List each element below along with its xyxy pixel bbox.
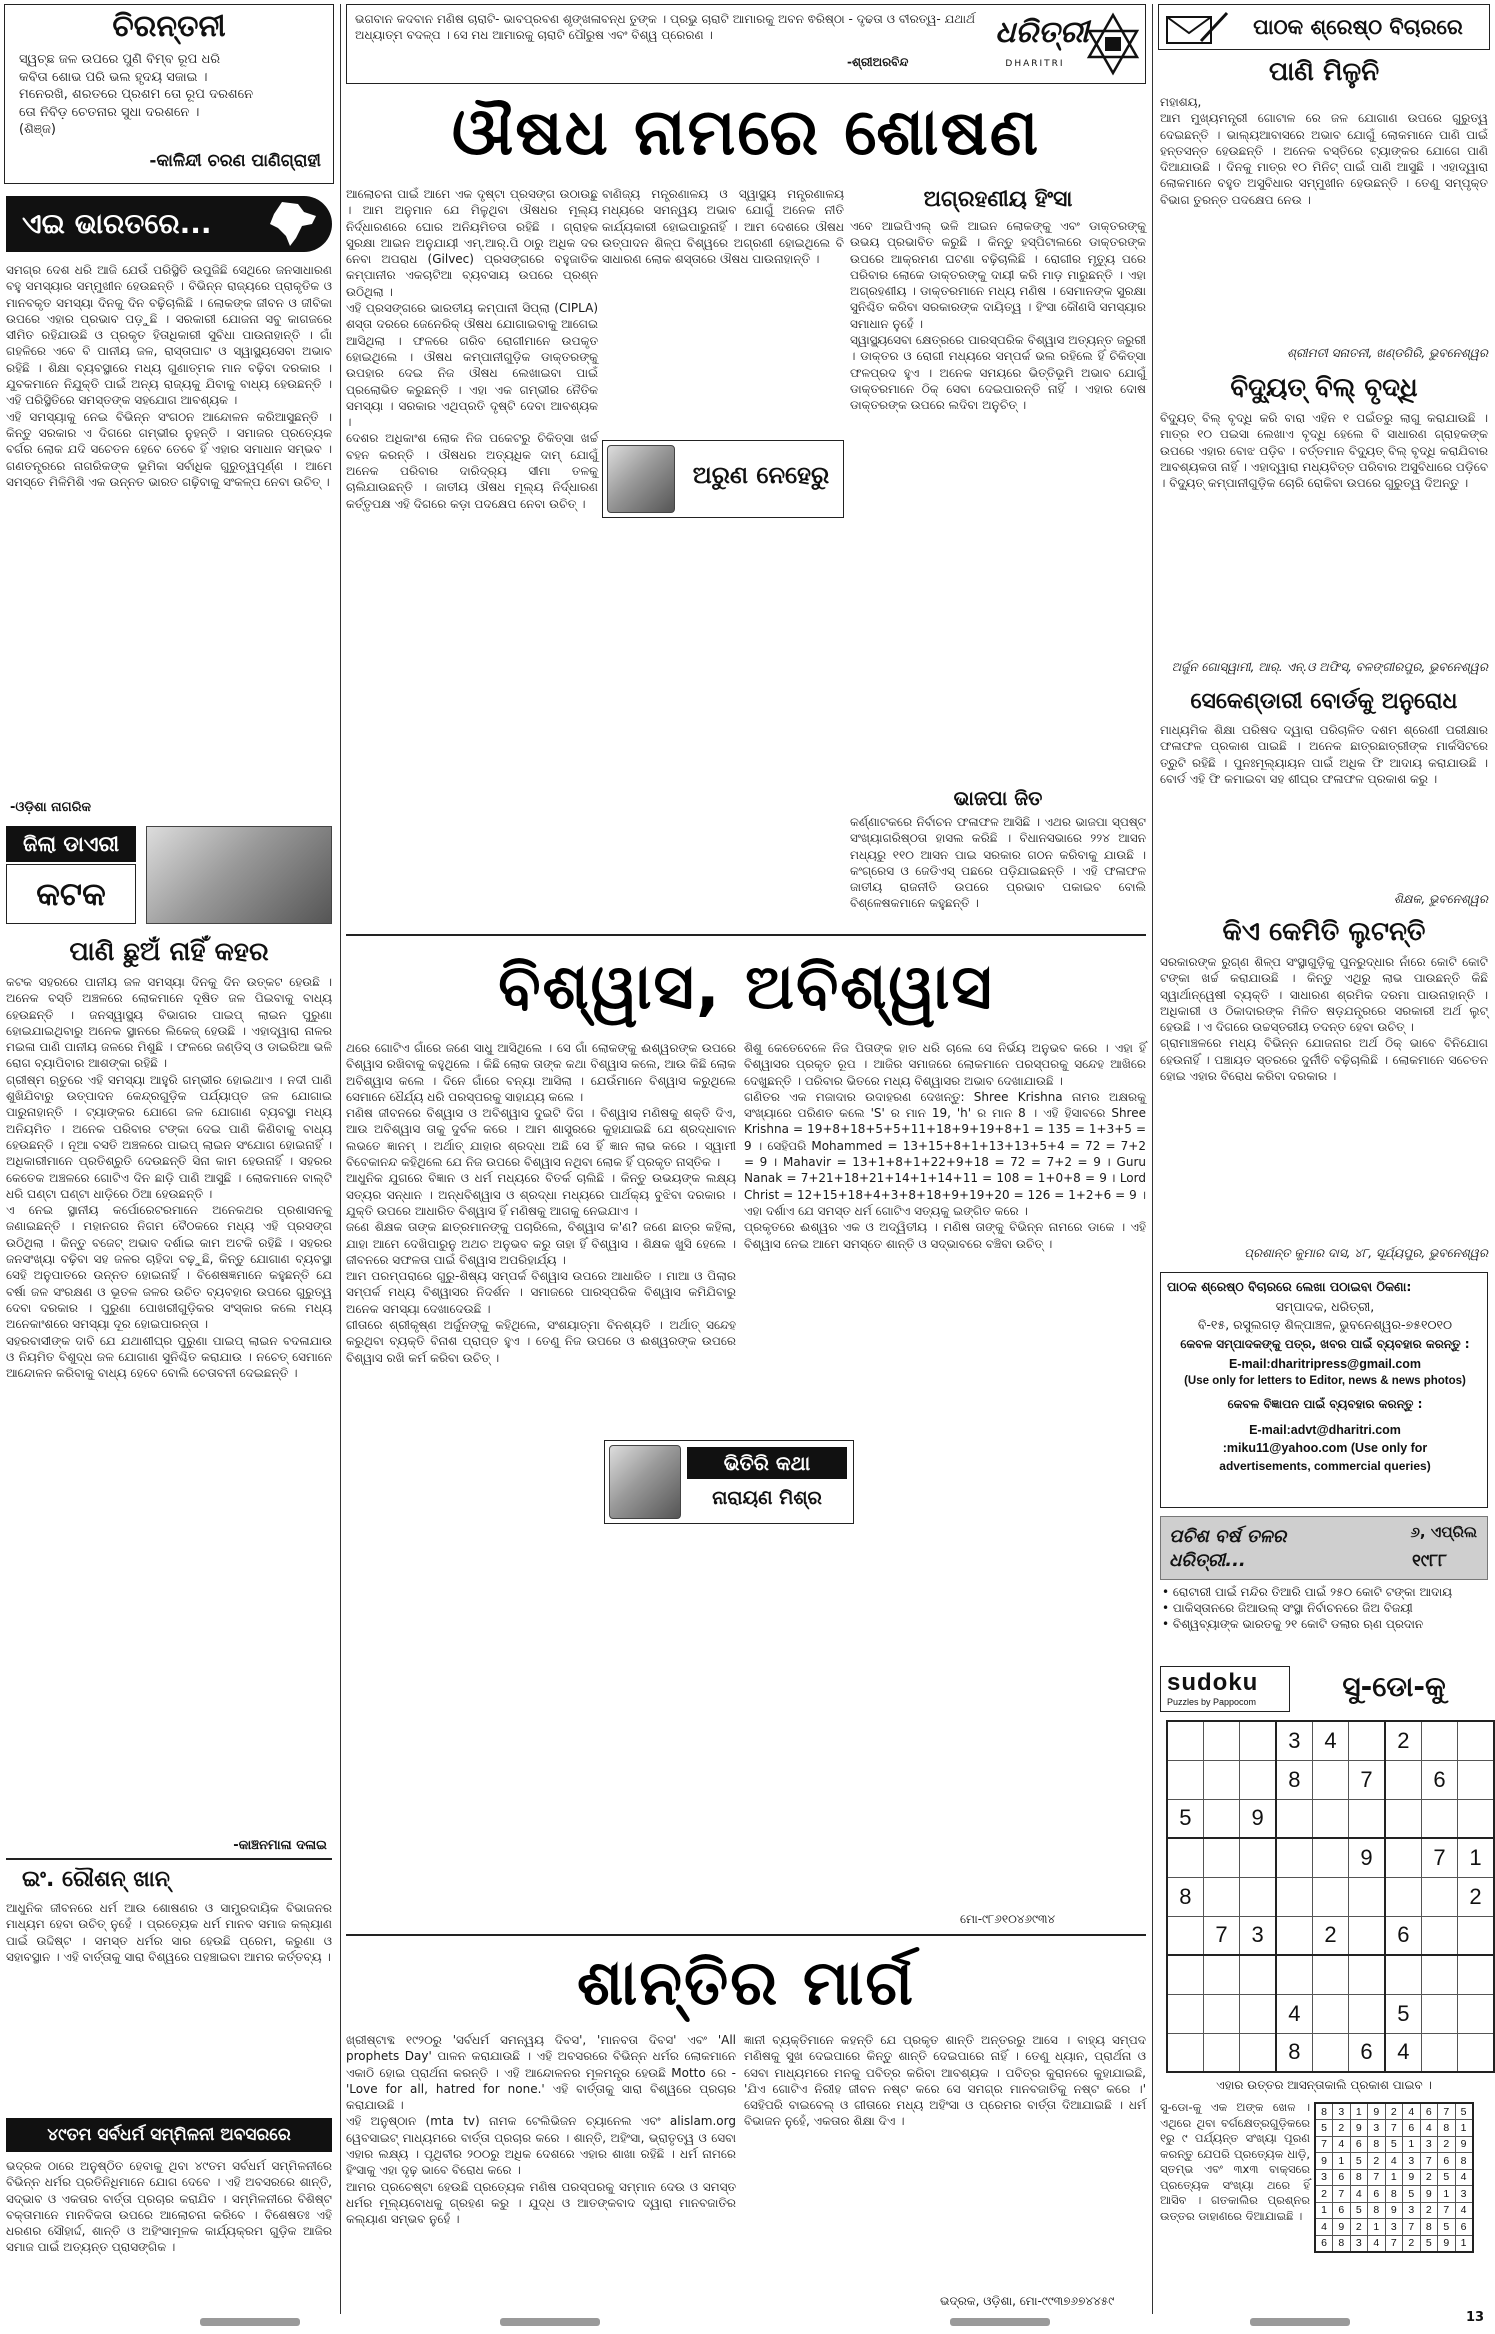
sudoku-cell: 9 <box>1240 1799 1276 1838</box>
kie-title: କିଏ କେମିତି ଲୁଟନ୍ତି <box>1222 917 1426 947</box>
solution-cell: 4 <box>1455 2202 1473 2219</box>
sudoku-cell: 1 <box>1458 1838 1494 1877</box>
sudoku-cell <box>1349 1877 1385 1916</box>
article1-col2: ବାଣିଜ୍ୟ ମନ୍ତ୍ରଣାଳୟ ଓ ସ୍ୱାସ୍ଥ୍ୟ ମନ୍ତ୍ରଣାଳୟ ମଧ୍ୟରେ ସମନ୍ୱୟ ଅଭାବ ଯୋଗୁଁ ଅନେକ ନୀତି କାର୍ଯ୍ୟକାରୀ ହୋଇପାରୁନାହିଁ । ଆମ ଦେଶରେ ଔଷଧ ଉତ୍ପାଦନ ଶିଳ୍ପ ବିଶ୍ୱରେ ଅଗ୍ରଣୀ ହୋଇଥିଲେ ବି ସାଧାରଣ ଲୋକ ଶସ୍ତାରେ ଔଷଧ ପାଉନାହାନ୍ତି । <box>602 187 848 267</box>
solution-cell: 8 <box>1368 2136 1386 2153</box>
solution-cell: 1 <box>1315 2202 1333 2219</box>
sudoku-cell: 2 <box>1312 1916 1348 1955</box>
sudoku-cell <box>1203 1838 1239 1877</box>
solution-cell: 8 <box>1315 2103 1333 2120</box>
solution-cell: 7 <box>1385 2120 1403 2137</box>
sudoku-cell <box>1203 2033 1239 2072</box>
solution-row <box>1315 2169 1473 2186</box>
solution-cell: 2 <box>1315 2186 1333 2203</box>
solution-cell: 1 <box>1385 2169 1403 2186</box>
pachisha-title: ପଚିଶ ବର୍ଷ ତଳର ଧରିତ୍ରୀ... <box>1169 1526 1287 1571</box>
solution-cell: 6 <box>1350 2136 1368 2153</box>
solution-cell: 7 <box>1368 2169 1386 2186</box>
article1-col3: ଏବେ ଆଇପିଏଲ୍ ଭଳି ଆଇନ ଲୋକଙ୍କୁ ଏବଂ ଡାକ୍ତରଙ୍କୁ ଉଭୟ ପ୍ରଭାବିତ କରୁଛି । କିନ୍ତୁ ହସ୍ପିଟାଲରେ ଡାକ୍ତରଙ୍କ ଉପରେ ଆକ୍ରମଣ ଘଟଣା ବଢ଼ିଚାଲିଛି । ରୋଗୀର ମୃତ୍ୟୁ ପରେ ପରିବାର ଲୋକେ ଡାକ୍ତରଙ୍କୁ ଦାୟୀ କରି ମାଡ଼ ମାରୁଛନ୍ତି । ଏହା ଅଗ୍ରହଣୀୟ । ଡାକ୍ତରମାନେ ମଧ୍ୟ ମଣିଷ । ସେମାନଙ୍କ ସୁରକ୍ଷା ସୁନିଶ୍ଚିତ କରିବା ସରକାରଙ୍କ ଦାୟିତ୍ୱ । ହିଂସା କୌଣସି ସମସ୍ୟାର ସମାଧାନ ନୁହେଁ । ସ୍ୱାସ୍ଥ୍ୟସେବା କ୍ଷେତ୍ରରେ ପାରସ୍ପରିକ ବିଶ୍ୱାସ ଅତ୍ୟନ୍ତ ଜରୁରୀ । ଡାକ୍ତର ଓ ରୋଗୀ ମଧ୍ୟରେ ସମ୍ପର୍କ ଭଲ ରହିଲେ ହିଁ ଚିକିତ୍ସା ଫଳପ୍ରଦ ହୁଏ । ଅନେକ ସମୟରେ ଭିତ୍ତିଭୂମି ଅଭାବ ଯୋଗୁଁ ଡାକ୍ତରମାନେ ଠିକ୍ ସେବା ଦେଇପାରନ୍ତି ନାହିଁ । ଏହାର ଦୋଷ ଡାକ୍ତରଙ୍କ ଉପରେ ଲଦିବା ଅନୁଚିତ୍ । <box>850 219 1146 413</box>
sudoku-cell <box>1349 1916 1385 1955</box>
article3-col2: ଜ୍ଞାନୀ ବ୍ୟକ୍ତିମାନେ କହନ୍ତି ଯେ ପ୍ରକୃତ ଶାନ୍ତି ଅନ୍ତରରୁ ଆସେ । ବାହ୍ୟ ସମ୍ପଦ ମଣିଷକୁ ସୁଖ ଦେଇପାରେ କିନ୍ତୁ ଶାନ୍ତି ଦେଇପାରେ ନାହିଁ । ତେଣୁ ଧ୍ୟାନ, ପ୍ରାର୍ଥନା ଓ ସେବା ମାଧ୍ୟମରେ ମନକୁ ପବିତ୍ର କରିବା ଆବଶ୍ୟକ । ପବିତ୍ର କୁରାନରେ କୁହାଯାଇଛି, 'ଯିଏ ଗୋଟିଏ ନିରୀହ ଜୀବନ ନଷ୍ଟ କରେ ସେ ସମଗ୍ର ମାନବଜାତିକୁ ନଷ୍ଟ କରେ ।' ସେହିପରି ବାଇବେଲ୍ ଓ ଗୀତାରେ ମଧ୍ୟ ଅହିଂସା ଓ ପ୍ରେମର ବାର୍ତ୍ତା ଦିଆଯାଇଛି । ଧର୍ମ ବିଭାଜନ ନୁହେଁ, ଏକତାର ଶିକ୍ଷା ଦିଏ । <box>744 2033 1150 2129</box>
sudoku-cell: 9 <box>1349 1838 1385 1877</box>
col-rule-left <box>340 4 341 2314</box>
sudoku-cell <box>1312 2033 1348 2072</box>
sudoku-row <box>1167 1799 1494 1838</box>
contact-email-yahoo-note: advertisements, commercial queries) <box>1219 1459 1431 1473</box>
article2-body: ଥରେ ଗୋଟିଏ ଗାଁରେ ଜଣେ ସାଧୁ ଆସିଥିଲେ । ସେ ଗାଁ ଲୋକଙ୍କୁ ଈଶ୍ୱରଙ୍କ ଉପରେ ବିଶ୍ୱାସ ରଖିବାକୁ କହୁଥିଲେ । କିଛି ଲୋକ ତାଙ୍କ କଥା ବିଶ୍ୱାସ କଲେ, ଆଉ କିଛି ଲୋକ ଅବିଶ୍ୱାସ କଲେ । ଦିନେ ଗାଁରେ ବନ୍ୟା ଆସିଲା । ଯେଉଁମାନେ ବିଶ୍ୱାସ କରୁଥିଲେ ସେମାନେ ଧୈର୍ଯ୍ୟ ଧରି ପରସ୍ପରକୁ ସାହାଯ୍ୟ କଲେ । ମଣିଷ ଜୀବନରେ ବିଶ୍ୱାସ ଓ ଅବିଶ୍ୱାସ ଦୁଇଟି ଦିଗ । ବିଶ୍ୱାସ ମଣିଷକୁ ଶକ୍ତି ଦିଏ, ଆଉ ଅବିଶ୍ୱାସ ତାକୁ ଦୁର୍ବଳ କରେ । ଆମ ଶାସ୍ତ୍ରରେ କୁହାଯାଇଛି ଯେ ଶ୍ରଦ୍ଧାବାନ ଲଭତେ ଜ୍ଞାନମ୍ । ଅର୍ଥାତ୍ ଯାହାର ଶ୍ରଦ୍ଧା ଅଛି ସେ ହିଁ ଜ୍ଞାନ ଲାଭ କରେ । ସ୍ୱାମୀ ବିବେକାନନ୍ଦ କହିଥିଲେ ଯେ ନିଜ ଉପରେ ବିଶ୍ୱାସ ନଥିବା ଲୋକ ହିଁ ପ୍ରକୃତ ନାସ୍ତିକ । ଆଧୁନିକ ଯୁଗରେ ବିଜ୍ଞାନ ଓ ଧର୍ମ ମଧ୍ୟରେ ବିତର୍କ ଚାଲିଛି । କିନ୍ତୁ ଉଭୟଙ୍କ ଲକ୍ଷ୍ୟ ସତ୍ୟର ସନ୍ଧାନ । ଅନ୍ଧବିଶ୍ୱାସ ଓ ଶ୍ରଦ୍ଧା ମଧ୍ୟରେ ପାର୍ଥକ୍ୟ ବୁଝିବା ଦରକାର । ଯୁକ୍ତି ଉପରେ ଆଧାରିତ ବିଶ୍ୱାସ ହିଁ ମଣିଷକୁ ଆଗକୁ ନେଇଯାଏ । ଜଣେ ଶିକ୍ଷକ ତାଙ୍କ ଛାତ୍ରମାନଙ୍କୁ ପଚାରିଲେ, ବିଶ୍ୱାସ କ'ଣ? ଜଣେ ଛାତ୍ର କହିଲା, ଯାହା ଆମେ ଦେଖିପାରୁନୁ ଅଥଚ ଅନୁଭବ କରୁ ତାହା ହିଁ ବିଶ୍ୱାସ । ଶିକ୍ଷକ ଖୁସି ହେଲେ । ଜୀବନରେ ସଫଳତା ପାଇଁ ବିଶ୍ୱାସ ଅପରିହାର୍ଯ୍ୟ । ଆମ ପରମ୍ପରାରେ ଗୁରୁ-ଶିଷ୍ୟ ସମ୍ପର୍କ ବିଶ୍ୱାସ ଉପରେ ଆଧାରିତ । ମାଆ ଓ ପିଲାର ସମ୍ପର୍କ ମଧ୍ୟ ବିଶ୍ୱାସର ନିଦର୍ଶନ । ସମାଜରେ ପାରସ୍ପରିକ ବିଶ୍ୱାସ କମିଯିବାରୁ ଅନେକ ସମସ୍ୟା ଦେଖାଦେଉଛି । ଗୀତାରେ ଶ୍ରୀକୃଷ୍ଣ ଅର୍ଜୁନଙ୍କୁ କହିଥିଲେ, ସଂଶୟାତ୍ମା ବିନଶ୍ୟତି । ଅର୍ଥାତ୍ ସନ୍ଦେହ କରୁଥିବା ବ୍ୟକ୍ତି ବିନାଶ ପ୍ରାପ୍ତ ହୁଏ । ତେଣୁ ନିଜ ଉପରେ ଓ ଈଶ୍ୱରଙ୍କ ଉପରେ ବିଶ୍ୱାସ ରଖି କର୍ମ କରିବା ଉଚିତ୍ । <box>346 1041 736 1365</box>
sudoku-cell: 7 <box>1203 1916 1239 1955</box>
solution-cell: 3 <box>1385 2219 1403 2236</box>
pani-milu-body: ମହାଶୟ, ଆମ ମୁଖ୍ୟମନ୍ତ୍ରୀ ଗୋଟାଳ ରେ ଜଳ ଯୋଗାଣ ଉପରେ ଗୁରୁତ୍ୱ ଦେଇଛନ୍ତି । ଭାଲ୍ୟଆବାସରେ ଅଭାବ ଯୋଗୁଁ ଲୋକମାନେ ପାଣି ପାଇଁ ହନ୍ତସନ୍ତ ହେଉଛନ୍ତି । ଅନେକ ବସ୍ତିରେ ଟ୍ୟାଙ୍କର ଯୋଗେ ପାଣି ଦିଆଯାଉଛି । ଦିନକୁ ମାତ୍ର ୧୦ ମିନିଟ୍ ପାଇଁ ପାଣି ଆସୁଛି । ଏହାଦ୍ୱାରା ଲୋକମାନେ ବହୁତ ଅସୁବିଧାର ସମ୍ମୁଖୀନ ହେଉଛନ୍ତି । ତେଣୁ ସମ୍ପୃକ୍ତ ବିଭାଗ ତୁରନ୍ତ ପଦକ୍ଷେପ ନେଉ । <box>1160 95 1488 207</box>
sudoku-cell: 2 <box>1458 1877 1494 1916</box>
sudoku-row <box>1167 1838 1494 1877</box>
sudoku-cell <box>1458 1955 1494 1994</box>
sudoku-cell <box>1203 1721 1239 1760</box>
article2-sign: ମୋ-୯୮୬୧୦୪୬୯୩୪ <box>960 1912 1056 1926</box>
chirantani-author: -କାଳିନ୍ଦୀ ଚରଣ ପାଣିଗ୍ରାହୀ <box>149 151 321 171</box>
sudoku-cell <box>1240 1721 1276 1760</box>
sudoku-cell <box>1312 1877 1348 1916</box>
contact-addr2: ବି-୧୫, ରସୁଲଗଡ଼ ଶିଳ୍ପାଞ୍ଚଳ, ଭୁବନେଶ୍ୱର-୭୫୧୦୧୦ <box>1197 1317 1453 1332</box>
solution-row <box>1315 2153 1473 2170</box>
sudoku-cell <box>1203 1760 1239 1799</box>
footer-bar <box>950 2318 1050 2326</box>
sudoku-credit: Puzzles by Pappocom <box>1167 1697 1257 1707</box>
sudoku-cell <box>1312 1994 1348 2033</box>
solution-cell: 8 <box>1420 2219 1438 2236</box>
solution-cell: 3 <box>1403 2202 1421 2219</box>
solution-cell: 3 <box>1420 2136 1438 2153</box>
solution-cell: 1 <box>1333 2153 1351 2170</box>
solution-cell: 5 <box>1438 2219 1456 2236</box>
sudoku-cell <box>1203 1955 1239 1994</box>
solution-cell: 8 <box>1350 2169 1368 2186</box>
sudoku-cell <box>1312 1955 1348 1994</box>
pachisha-list <box>1162 1584 1486 1632</box>
solution-cell: 5 <box>1315 2120 1333 2137</box>
solution-cell: 2 <box>1403 2235 1421 2252</box>
solution-cell: 3 <box>1350 2235 1368 2252</box>
sudoku-cell <box>1349 1994 1385 2033</box>
solution-cell: 3 <box>1455 2186 1473 2203</box>
pani-body: କଟକ ସହରରେ ପାନୀୟ ଜଳ ସମସ୍ୟା ଦିନକୁ ଦିନ ଉତ୍କଟ ହେଉଛି । ଅନେକ ବସ୍ତି ଅଞ୍ଚଳରେ ଲୋକମାନେ ଦୂଷିତ ଜଳ ପିଇବାକୁ ବାଧ୍ୟ ହେଉଛନ୍ତି । ଜନସ୍ୱାସ୍ଥ୍ୟ ବିଭାଗର ପାଇପ୍ ଲାଇନ ପୁରୁଣା ହୋଇଯାଇଥିବାରୁ ଅନେକ ସ୍ଥାନରେ ଲିକେଜ୍ ହେଉଛି । ଏହାଦ୍ୱାରା ନାଳର ମଇଳା ପାଣି ପାନୀୟ ଜଳରେ ମିଶୁଛି । ଫଳରେ ଜଣ୍ଡିସ୍ ଓ ଡାଇରିଆ ଭଳି ରୋଗ ବ୍ୟାପିବାର ଆଶଙ୍କା ରହିଛି । ଗ୍ରୀଷ୍ମ ଋତୁରେ ଏହି ସମସ୍ୟା ଆହୁରି ଗମ୍ଭୀର ହୋଇଥାଏ । ନଦୀ ପାଣି ଶୁଖିଯିବାରୁ ଉତ୍ପାଦନ କେନ୍ଦ୍ରଗୁଡ଼ିକ ପର୍ଯ୍ୟାପ୍ତ ଜଳ ଯୋଗାଇ ପାରୁନାହାନ୍ତି । ଟ୍ୟାଙ୍କର ଯୋଗେ ଜଳ ଯୋଗାଣ ବ୍ୟବସ୍ଥା ମଧ୍ୟ ଅନିୟମିତ । ଅନେକ ପରିବାର ଟଙ୍କା ଦେଇ ପାଣି କିଣିବାକୁ ବାଧ୍ୟ ହେଉଛନ୍ତି । ନୂଆ ବସତି ଅଞ୍ଚଳରେ ପାଇପ୍ ଲାଇନ ସଂଯୋଗ ହୋଇନାହିଁ । ଅଧିକାରୀମାନେ ପ୍ରତିଶ୍ରୁତି ଦେଉଛନ୍ତି ସିନା କାମ ହେଉନାହିଁ । ସହରର କେତେକ ଅଞ୍ଚଳରେ ଗୋଟିଏ ଦିନ ଛାଡ଼ି ପାଣି ଆସୁଛି । ଲୋକମାନେ ବାଲ୍ଟି ଧରି ଘଣ୍ଟା ଘଣ୍ଟା ଧାଡ଼ିରେ ଠିଆ ହେଉଛନ୍ତି । ଏ ନେଇ ସ୍ଥାନୀୟ କର୍ପୋରେଟରମାନେ ଅନେକଥର ପ୍ରଶାସନକୁ ଜଣାଇଛନ୍ତି । ମହାନଗର ନିଗମ ବୈଠକରେ ମଧ୍ୟ ଏହି ପ୍ରସଙ୍ଗ ଉଠିଥିଲା । କିନ୍ତୁ ବଜେଟ୍ ଅଭାବ ଦର୍ଶାଇ କାମ ଅଟକି ରହିଛି । ସହରର ଜନସଂଖ୍ୟା ବଢ଼ିବା ସହ ଜଳର ଚାହିଦା ବଢ଼ୁଛି, କିନ୍ତୁ ଯୋଗାଣ ବ୍ୟବସ୍ଥା ସେହି ଅନୁପାତରେ ଉନ୍ନତ ହୋଇନାହିଁ । ବିଶେଷଜ୍ଞମାନେ କହୁଛନ୍ତି ଯେ ବର୍ଷା ଜଳ ସଂରକ୍ଷଣ ଓ ଭୂତଳ ଜଳର ଉଚିତ ବ୍ୟବହାର ଉପରେ ଗୁରୁତ୍ୱ ଦେବା ଦରକାର । ପୁରୁଣା ପୋଖରୀଗୁଡ଼ିକର ସଂସ୍କାର କଲେ ମଧ୍ୟ ଅନେକାଂଶରେ ସମସ୍ୟା ଦୂର ହୋଇପାରନ୍ତା । ସହରବାସୀଙ୍କ ଦାବି ଯେ ଯଥାଶୀଘ୍ର ପୁରୁଣା ପାଇପ୍ ଲାଇନ ବଦଳାଯାଉ ଓ ନିୟମିତ ବିଶୁଦ୍ଧ ଜଳ ଯୋଗାଣ ସୁନିଶ୍ଚିତ କରାଯାଉ । ନଚେତ୍ ସେମାନେ ଆନ୍ଦୋଳନ କରିବାକୁ ବାଧ୍ୟ ହେବେ ବୋଲି ଚେତାବନୀ ଦେଇଛନ୍ତି । <box>6 975 332 1381</box>
page-number: 13 <box>1466 2310 1485 2325</box>
sudoku-cell <box>1203 1799 1239 1838</box>
jilla-diary-label: ଜିଲା ଡାଏରୀ <box>6 826 136 862</box>
solution-cell: 5 <box>1350 2202 1368 2219</box>
chirantani-title: ଚିରନ୍ତନୀ <box>112 9 226 44</box>
solution-cell: 9 <box>1403 2169 1421 2186</box>
sammilani-body: ଭଦ୍ରକ ଠାରେ ଅନୁଷ୍ଠିତ ହେବାକୁ ଥିବା ୪୯ତମ ସର୍ବଧର୍ମ ସମ୍ମିଳନୀରେ ବିଭିନ୍ନ ଧର୍ମର ପ୍ରତିନିଧିମାନେ ଯୋଗ ଦେବେ । ଏହି ଅବସରରେ ଶାନ୍ତି, ସଦ୍ଭାବ ଓ ଏକତାର ବାର୍ତ୍ତା ପ୍ରଚାର କରାଯିବ । ସମ୍ମିଳନୀରେ ବିଶିଷ୍ଟ ବକ୍ତାମାନେ ମାନବିକତା ଉପରେ ଆଲୋଚନା କରିବେ । ବିଶେଷତଃ ଏହି ଧରଣର ସୌହାର୍ଦ୍ଦ, ଶାନ୍ତି ଓ ଅହିଂସାମୂଳକ କାର୍ଯ୍ୟକ୍ରମ ଗୁଡ଼ିକ ଆଜିର ସମାଜ ପାଇଁ ଅତ୍ୟନ୍ତ ପ୍ରାସଙ୍ଗିକ । <box>6 2159 336 2255</box>
sudoku-row <box>1167 1877 1494 1916</box>
solution-cell: 5 <box>1403 2186 1421 2203</box>
pachisha-banner <box>1160 1516 1488 1580</box>
solution-cell: 8 <box>1385 2186 1403 2203</box>
sudoku-cell <box>1421 1994 1457 2033</box>
sudoku-cell: 3 <box>1240 1916 1276 1955</box>
footer-bar <box>1250 2318 1350 2326</box>
sudoku-title: ସୁ-ଡୋ-କୁ <box>1342 1670 1446 1703</box>
sudoku-cell <box>1385 1838 1421 1877</box>
solution-cell: 1 <box>1368 2219 1386 2236</box>
solution-cell: 2 <box>1368 2153 1386 2170</box>
solution-cell: 8 <box>1438 2120 1456 2137</box>
solution-cell: 8 <box>1333 2235 1351 2252</box>
sudoku-cell <box>1421 1916 1457 1955</box>
star-emblem-icon <box>1085 13 1141 75</box>
ei-bharatare-banner <box>6 196 332 252</box>
columnist1-box <box>602 440 844 518</box>
kie-author: ପ୍ରଶାନ୍ତ କୁମାର ଦାସ, ୪୮, ସୂର୍ଯ୍ୟପୁର, ଭୁବନେଶ୍ୱର <box>1243 1246 1488 1260</box>
headline-biswasa: ବିଶ୍ୱାସ, ଅବିଶ୍ୱାସ <box>498 950 994 1023</box>
solution-cell: 6 <box>1333 2169 1351 2186</box>
contact-note: କେବଳ ସମ୍ପାଦକଙ୍କୁ ପତ୍ର, ଖବର ପାଇଁ ବ୍ୟବହାର କରନ୍ତୁ : <box>1180 1337 1470 1351</box>
solution-cell: 7 <box>1315 2136 1333 2153</box>
sudoku-cell: 8 <box>1276 1760 1312 1799</box>
headline-shantira: ଶାନ୍ତିର ମାର୍ଗ <box>577 1946 915 2019</box>
sudoku-cell: 8 <box>1167 1877 1203 1916</box>
pathaka-title: ପାଠକ ଶ୍ରେଷ୍ଠ ବିଚାରରେ <box>1253 15 1463 39</box>
bidyut-body: ବିଦ୍ୟୁତ୍ ବିଲ୍ ବୃଦ୍ଧି କରି ବାରା ଏହିନ ୧ ପଇଁତରୁ ଲାଗୁ କରାଯାଉଛି । ମାତ୍ର ୧୦ ପଇସା ଲେଖାଏ ବୃଦ୍ଧି ହେଲେ ବି ସାଧାରଣ ଗ୍ରାହକଙ୍କ ଉପରେ ଏହାର ବୋଝ ପଡ଼ିବ । ବର୍ତ୍ତମାନ ବିଦ୍ୟୁତ୍ ବିଲ୍ ବୃଦ୍ଧି କରାଯିବାର ଆବଶ୍ୟକତା ନାହିଁ । ଏହାଦ୍ୱାରା ମଧ୍ୟବିତ୍ତ ପରିବାର ଅସୁବିଧାରେ ପଡ଼ିବେ । ବିଦ୍ୟୁତ୍ କମ୍ପାନୀଗୁଡ଼ିକ ଚୋରି ରୋକିବା ଉପରେ ଗୁରୁତ୍ୱ ଦିଅନ୍ତୁ । <box>1160 411 1492 491</box>
footer-bar <box>200 2318 300 2326</box>
sudoku-cell <box>1167 2033 1203 2072</box>
solution-cell: 7 <box>1438 2103 1456 2120</box>
sudoku-label: sudoku <box>1167 1669 1259 1696</box>
sudoku-row <box>1167 1955 1494 1994</box>
sudoku-cell <box>1458 1760 1494 1799</box>
sudoku-cell <box>1458 1721 1494 1760</box>
masthead-quote-author: -ଶ୍ରୀଅରବିନ୍ଦ <box>847 55 909 69</box>
sudoku-row <box>1167 1721 1494 1760</box>
solution-cell: 9 <box>1420 2186 1438 2203</box>
solution-row <box>1315 2219 1473 2236</box>
left-divider <box>6 1858 332 1860</box>
chirantani-poem: ସ୍ୱଚ୍ଛ ଜଳ ଉପରେ ପୁଣି ବିମ୍ବ ରୂପ ଧରି କବିତା ଶୋଭ ପରି ଭଲ ହୃଦୟ ସଜାଇ । ମନେରଖି, ଶରତରେ ପ୍ରଶମ ତୋ ରୂପ ଦରଶନେ ତୋ ନିବିଡ଼ ଚେତନାର ସୁଧା ଦରଶନେ । (ଶିଞ୍ଜ) <box>19 52 254 137</box>
sudoku-cell <box>1458 2033 1494 2072</box>
sudoku-header <box>1160 1666 1488 1712</box>
secondary-body: ମାଧ୍ୟମିକ ଶିକ୍ଷା ପରିଷଦ ଦ୍ୱାରା ପରିଚାଳିତ ଦଶମ ଶ୍ରେଣୀ ପରୀକ୍ଷାର ଫଳାଫଳ ପ୍ରକାଶ ପାଇଛି । ଅନେକ ଛାତ୍ରଛାତ୍ରୀଙ୍କ ମାର୍କସିଟରେ ତ୍ରୁଟି ରହିଛି । ପୁନଃମୂଲ୍ୟାୟନ ପାଇଁ ଅଧିକ ଫି ଆଦାୟ କରାଯାଉଛି । ବୋର୍ଡ ଏହି ଫି କମାଇବା ସହ ଶୀଘ୍ର ଫଳାଫଳ ପ୍ରକାଶ କରୁ । <box>1160 723 1492 786</box>
contact-box <box>1160 1272 1488 1508</box>
center-divider-1 <box>346 934 1146 936</box>
solution-cell: 4 <box>1455 2169 1473 2186</box>
jilla-name: କଟକ <box>6 864 136 924</box>
sudoku-cell <box>1240 1955 1276 1994</box>
sudoku-cell <box>1349 1799 1385 1838</box>
sudoku-cell <box>1167 1838 1203 1877</box>
roshan-title: ଇଂ. ରୌଶନ୍ ଖାନ୍ <box>22 1867 170 1892</box>
solution-cell: 5 <box>1420 2235 1438 2252</box>
solution-cell: 6 <box>1455 2219 1473 2236</box>
ei-bharatare-title: ଏଇ ଭାରତରେ... <box>22 207 212 240</box>
sudoku-cell: 6 <box>1349 2033 1385 2072</box>
solution-cell: 2 <box>1333 2120 1351 2137</box>
sudoku-rules: ସୁ-ଡୋ-କୁ ଏକ ଅଙ୍କ ଖେଳ । ଏଥିରେ ଥିବା ବର୍ଗକ୍ଷେତ୍ରଗୁଡ଼ିକରେ ୧ରୁ ୯ ପର୍ଯ୍ୟନ୍ତ ସଂଖ୍ୟା ପୂରଣ କରନ୍ତୁ ଯେପରି ପ୍ରତ୍ୟେକ ଧାଡ଼ି, ସ୍ତମ୍ଭ ଏବଂ ୩x୩ ବାକ୍ସରେ ପ୍ରତ୍ୟେକ ସଂଖ୍ୟା ଥରେ ହିଁ ଆସିବ । ଗତକାଲିର ପ୍ରଶ୍ନର ଉତ୍ତର ଡାହାଣରେ ଦିଆଯାଇଛି । <box>1160 2100 1314 2223</box>
sudoku-cell <box>1421 1955 1457 1994</box>
solution-cell: 8 <box>1455 2153 1473 2170</box>
pachisha-item: • ରୋଟାରୀ ପାଇଁ ମନ୍ଦିର ତିଆରି ପାଇଁ ୨୫୦ କୋଟି ଟଙ୍କା ଆଦାୟ <box>1162 1585 1452 1599</box>
solution-cell: 9 <box>1315 2153 1333 2170</box>
sudoku-cell <box>1167 1760 1203 1799</box>
sudoku-cell <box>1458 1799 1494 1838</box>
col-rule-right <box>1152 4 1153 2314</box>
sudoku-cell: 7 <box>1349 1760 1385 1799</box>
columnist1-photo <box>607 445 675 513</box>
columnist2-photo <box>609 1445 681 1519</box>
sudoku-cell <box>1276 1799 1312 1838</box>
solution-cell: 2 <box>1350 2219 1368 2236</box>
sudoku-cell <box>1421 2033 1457 2072</box>
solution-cell: 3 <box>1333 2103 1351 2120</box>
sudoku-cell: 6 <box>1385 1916 1421 1955</box>
contact-addr1: ସମ୍ପାଦକ, ଧରିତ୍ରୀ, <box>1275 1299 1375 1314</box>
sudoku-cell <box>1240 2033 1276 2072</box>
bhajapa-title: ଭାଜପା ଜିତ <box>953 786 1043 810</box>
solution-cell: 1 <box>1438 2186 1456 2203</box>
columnist1-name: ଅରୁଣ ନେହେରୁ <box>692 461 830 489</box>
sudoku-cell: 7 <box>1421 1838 1457 1877</box>
contact-email-editor[interactable]: E-mail:dharitripress@gmail.com <box>1228 1357 1422 1371</box>
sudoku-cell: 5 <box>1167 1799 1203 1838</box>
solution-cell: 4 <box>1333 2136 1351 2153</box>
masthead-quote: ଭଗବାନ କଦବାନ ମଣିଷ ଚାରାଟି- ଭାବପ୍ରବଣ ଶୃଙ୍ଖଳାବନ୍ଧ ତୁଙ୍କ । ପ୍ରଭୁ ଚାରାଟି ଆମାରକୁ ଅବନ ଵରିଷ୍ଠା - ଦୃଢତା ଓ ବୀରତ୍ୱ- ଯଥାର୍ଥ ଅଧ୍ୟାତ୍ମ ବଦଳ୍ପ । ସେ ମଧ ଆମାରକୁ ଚାରାଟି ପୌରୁଷ ଏବଂ ବିଶ୍ୱ ପ୍ରେରଣ । <box>355 12 979 42</box>
dharitri-logo-sub: DHARITRI <box>1005 59 1065 69</box>
article2-body-b: ଶିଶୁ କେତେବେଳେ ନିଜ ପିତାଙ୍କ ହାତ ଧରି ଚାଲେ ସେ ନିର୍ଭୟ ଅନୁଭବ କରେ । ଏହା ହିଁ ବିଶ୍ୱାସର ପ୍ରକୃତ ରୂପ । ଆଜିର ସମାଜରେ ଲୋକମାନେ ପରସ୍ପରକୁ ସନ୍ଦେହ ଆଖିରେ ଦେଖୁଛନ୍ତି । ପରିବାର ଭିତରେ ମଧ୍ୟ ବିଶ୍ୱାସର ଅଭାବ ଦେଖାଯାଉଛି । ଗଣିତର ଏକ ମଜାଦାର ଉଦାହରଣ ଦେଖନ୍ତୁ: Shree Krishna ନାମର ଅକ୍ଷରକୁ ସଂଖ୍ୟାରେ ପରିଣତ କଲେ 'S' ର ମାନ 19, 'h' ର ମାନ 8 । ଏହି ହିସାବରେ Shree Krishna = 19+8+18+5+5+11+18+9+19+8+1 = 135 = 1+3+5 = 9 । ସେହିପରି Mohammed = 13+15+8+1+13+13+5+4 = 72 = 7+2 = 9 । Mahavir = 13+1+8+1+22+9+18 = 72 = 7+2 = 9 । Guru Nanak = 7+21+18+21+14+1+14+11 = 108 = 1+0+8 = 9 । Lord Christ = 12+15+18+4+3+8+18+9+19+20 = 126 = 1+2+6 = 9 । ଏହା ଦର୍ଶାଏ ଯେ ସମସ୍ତ ଧର୍ମ ଗୋଟିଏ ସତ୍ୟକୁ ଇଙ୍ଗିତ କରେ । ପ୍ରକୃତରେ ଈଶ୍ୱର ଏକ ଓ ଅଦ୍ୱିତୀୟ । ମଣିଷ ତାଙ୍କୁ ବିଭିନ୍ନ ନାମରେ ଡାକେ । ଏହି ବିଶ୍ୱାସ ନେଇ ଆମେ ସମସ୍ତେ ଶାନ୍ତି ଓ ସଦ୍ଭାବରେ ବଞ୍ଚିବା ଉଚିତ୍ । <box>744 1041 1146 1251</box>
solution-row <box>1315 2202 1473 2219</box>
solution-cell: 9 <box>1333 2219 1351 2236</box>
chirantani-box <box>4 4 334 184</box>
solution-cell: 7 <box>1403 2219 1421 2236</box>
roshan-body: ଆଧୁନିକ ଜୀବନରେ ଧର୍ମ ଆଉ ଶୋଷଣର ଓ ସାମ୍ପ୍ରଦାୟିକ ବିଭାଜନର ମାଧ୍ୟମ ହେବା ଉଚିତ୍ ନୁହେଁ । ପ୍ରତ୍ୟେକ ଧର୍ମ ମାନବ ସମାଜ କଲ୍ୟାଣ ପାଇଁ ଉଦ୍ଦିଷ୍ଟ । ସମସ୍ତ ଧର୍ମର ସାର ହେଉଛି ପ୍ରେମ, କରୁଣା ଓ ସହାବସ୍ଥାନ । ଏହି ବାର୍ତ୍ତାକୁ ସାରା ବିଶ୍ୱରେ ପହଞ୍ଚାଇବା ଆମର କର୍ତ୍ତବ୍ୟ । <box>6 1901 336 1964</box>
solution-cell: 3 <box>1315 2169 1333 2186</box>
sudoku-cell <box>1385 1760 1421 1799</box>
bhajapa-body: କର୍ଣ୍ଣାଟକରେ ନିର୍ବାଚନ ଫଳାଫଳ ଆସିଛି । ଏଥର ଭାଜପା ସ୍ପଷ୍ଟ ସଂଖ୍ୟାଗରିଷ୍ଠତା ହାସଲ କରିଛି । ବିଧାନସଭାରେ ୨୨୪ ଆସନ ମଧ୍ୟରୁ ୧୧୦ ଆସନ ପାଇ ସରକାର ଗଠନ କରିବାକୁ ଯାଉଛି । କଂଗ୍ରେସ ଓ ଜେଡିଏସ୍ ପଛରେ ପଡ଼ିଯାଇଛନ୍ତି । ଏହି ଫଳାଫଳ ଜାତୀୟ ରାଜନୀତି ଉପରେ ପ୍ରଭାବ ପକାଇବ ବୋଲି ବିଶ୍ଳେଷକମାନେ କହୁଛନ୍ତି । <box>850 815 1150 911</box>
solution-cell: 2 <box>1385 2103 1403 2120</box>
sammilani-title: ୪୯ତମ ସର୍ବଧର୍ମ ସମ୍ମିଳନୀ ଅବସରରେ <box>6 2118 332 2152</box>
contact-adv-note: କେବଳ ବିଜ୍ଞାପନ ପାଇଁ ବ୍ୟବହାର କରନ୍ତୁ : <box>1227 1397 1423 1411</box>
pani-milu-title: ପାଣି ମିଳୁନି <box>1268 57 1380 87</box>
solution-cell: 6 <box>1368 2186 1386 2203</box>
pathaka-header <box>1158 4 1490 50</box>
solution-cell: 4 <box>1420 2120 1438 2137</box>
solution-cell: 4 <box>1315 2219 1333 2236</box>
solution-cell: 3 <box>1368 2120 1386 2137</box>
kie-body: ସରକାରଙ୍କ ରୁଗ୍ଣ ଶିଳ୍ପ ସଂସ୍ଥାଗୁଡ଼ିକୁ ପୁନରୁଦ୍ଧାର ନାଁରେ କୋଟି କୋଟି ଟଙ୍କା ଖର୍ଚ୍ଚ କରାଯାଉଛି । କିନ୍ତୁ ଏଥିରୁ ଲାଭ ପାଉଛନ୍ତି କିଛି ସ୍ୱାର୍ଥାନ୍ୱେଷୀ ବ୍ୟକ୍ତି । ସାଧାରଣ ଶ୍ରମିକ ଦରମା ପାଉନାହାନ୍ତି । ଅଧିକାରୀ ଓ ଠିକାଦାରଙ୍କ ମିଳିତ ଷଡ଼ଯନ୍ତ୍ରରେ ସରକାରୀ ଅର୍ଥ ଲୁଟ୍ ହେଉଛି । ଏ ଦିଗରେ ଉଚ୍ଚସ୍ତରୀୟ ତଦନ୍ତ ହେବା ଉଚିତ୍ । ଗ୍ରାମାଞ୍ଚଳରେ ମଧ୍ୟ ବିଭିନ୍ନ ଯୋଜନାର ଅର୍ଥ ଠିକ୍ ଭାବେ ବିନିଯୋଗ ହେଉନାହିଁ । ପଞ୍ଚାୟତ ସ୍ତରରେ ଦୁର୍ନୀତି ବଢ଼ିଚାଲିଛି । ଲୋକମାନେ ସଚେତନ ହୋଇ ଏହାର ବିରୋଧ କରିବା ଦରକାର । <box>1160 955 1488 1084</box>
solution-cell: 5 <box>1455 2103 1473 2120</box>
footer-bar <box>500 2318 600 2326</box>
solution-cell: 4 <box>1385 2153 1403 2170</box>
solution-cell: 5 <box>1350 2153 1368 2170</box>
solution-cell: 6 <box>1333 2202 1351 2219</box>
cuttack-photo <box>146 826 332 924</box>
contact-heading: ପାଠକ ଶ୍ରେଷ୍ଠ ବିଚାରରେ ଲେଖା ପଠାଇବା ଠିକଣା: <box>1167 1279 1412 1294</box>
article3-sign: ଭଦ୍ରକ, ଓଡ଼ିଶା, ମୋ-୯୯୩୭୬୭୪୪୫୯ <box>940 2294 1115 2308</box>
sudoku-cell <box>1421 1721 1457 1760</box>
sudoku-answer-note: ଏହାର ଉତ୍ତର ଆସନ୍ତାକାଲି ପ୍ରକାଶ ପାଇବ । <box>1216 2078 1432 2092</box>
sudoku-cell <box>1276 1877 1312 1916</box>
sudoku-solution-grid <box>1314 2102 1474 2253</box>
solution-row <box>1315 2235 1473 2252</box>
columnist2-name: ନାରାୟଣ ମିଶ୍ର <box>712 1487 822 1509</box>
pani-milu-author: ଶ୍ରୀମତୀ ସନାତନୀ, ଖଣ୍ଡଗିରି, ଭୁବନେଶ୍ୱର <box>1286 346 1488 360</box>
solution-cell: 5 <box>1438 2169 1456 2186</box>
bidyut-title: ବିଦ୍ୟୁତ୍ ବିଲ୍ ବୃଦ୍ଧି <box>1230 373 1418 403</box>
solution-cell: 6 <box>1438 2153 1456 2170</box>
solution-row <box>1315 2120 1473 2137</box>
solution-cell: 1 <box>1455 2120 1473 2137</box>
sudoku-cell <box>1385 1955 1421 1994</box>
sudoku-cell <box>1167 1721 1203 1760</box>
pachisha-year: ୧୯୮୮ <box>1411 1551 1447 1571</box>
sudoku-cell <box>1458 1916 1494 1955</box>
sudoku-cell <box>1349 1955 1385 1994</box>
contact-email-advt[interactable]: E-mail:advt@dharitri.com <box>1249 1423 1401 1437</box>
secondary-title: ସେକେଣ୍ଡାରୀ ବୋର୍ଡକୁ ଅନୁରୋଧ <box>1190 689 1458 714</box>
solution-cell: 6 <box>1315 2235 1333 2252</box>
sudoku-cell: 5 <box>1385 1994 1421 2033</box>
sudoku-cell <box>1276 1916 1312 1955</box>
sudoku-cell <box>1385 1877 1421 1916</box>
solution-cell: 1 <box>1403 2136 1421 2153</box>
solution-cell: 7 <box>1438 2202 1456 2219</box>
article3-col1: ଖ୍ରୀଷ୍ଟାବ୍ଦ ୧୯୨୦ରୁ 'ସର୍ବଧର୍ମ ସମନ୍ୱୟ ଦିବସ', 'ମାନବତା ଦିବସ' ଏବଂ 'All prophets Day' ପାଳନ କରାଯାଉଛି । ଏହି ଅବସରରେ ବିଭିନ୍ନ ଧର୍ମର ଲୋକମାନେ ଏକାଠି ହୋଇ ପ୍ରାର୍ଥନା କରନ୍ତି । ଏହି ଆନ୍ଦୋଳନର ମୂଳମନ୍ତ୍ର ହେଉଛି Motto ରେ - 'Love for all, hatred for none.' ଏହି ବାର୍ତ୍ତାକୁ ସାରା ବିଶ୍ୱରେ ପ୍ରଚାର କରାଯାଉଛି । ଏହି ଅନୁଷ୍ଠାନ (mta tv) ନାମକ ଟେଲିଭିଜନ ଚ୍ୟାନେଲ ଏବଂ alislam.org ୱେବସାଇଟ୍ ମାଧ୍ୟମରେ ବାର୍ତ୍ତା ପ୍ରଚାର କରେ । ଶାନ୍ତି, ଅହିଂସା, ଭ୍ରାତୃତ୍ୱ ଓ ସେବା ଏହାର ଲକ୍ଷ୍ୟ । ପୃଥିବୀର ୨୦୦ରୁ ଅଧିକ ଦେଶରେ ଏହାର ଶାଖା ରହିଛି । ଧର୍ମ ନାମରେ ହିଂସାକୁ ଏହା ଦୃଢ଼ ଭାବେ ବିରୋଧ କରେ । ଆମର ପ୍ରଚେଷ୍ଟା ହେଉଛି ପ୍ରତ୍ୟେକ ମଣିଷ ପରସ୍ପରକୁ ସମ୍ମାନ ଦେଉ ଓ ସମସ୍ତ ଧର୍ମର ମୂଲ୍ୟବୋଧକୁ ଗ୍ରହଣ କରୁ । ଯୁଦ୍ଧ ଓ ଆତଙ୍କବାଦ ଦ୍ୱାରା ମାନବଜାତିର କଲ୍ୟାଣ ସମ୍ଭବ ନୁହେଁ । <box>346 2033 736 2227</box>
sudoku-cell <box>1167 1955 1203 1994</box>
sudoku-cell <box>1421 1877 1457 1916</box>
sudoku-cell: 4 <box>1385 2033 1421 2072</box>
solution-cell: 8 <box>1368 2202 1386 2219</box>
solution-cell: 2 <box>1420 2202 1438 2219</box>
sudoku-cell <box>1240 1838 1276 1877</box>
sudoku-cell <box>1167 1994 1203 2033</box>
headline-oushadha: ଔଷଧ ନାମରେ ଶୋଷଣ <box>451 96 1041 170</box>
sudoku-cell <box>1240 1760 1276 1799</box>
agrahaniya-title: ଅଗ୍ରହଣୀୟ ହିଂସା <box>923 187 1073 212</box>
sudoku-row <box>1167 1760 1494 1799</box>
solution-cell: 9 <box>1350 2120 1368 2137</box>
sudoku-cell: 4 <box>1276 1994 1312 2033</box>
center-divider-2 <box>346 1934 1146 1936</box>
ei-bharatare-author: -ଓଡ଼ିଶା ନାଗରିକ <box>10 800 92 815</box>
pachisha-date: ୬, ଏପ୍ରିଲ <box>1410 1523 1477 1541</box>
solution-cell: 4 <box>1350 2186 1368 2203</box>
pachisha-item: • ବିଶ୍ୱବ୍ୟାଙ୍କ ଭାରତକୁ ୨୧ କୋଟି ଡଲାର ଋଣ ପ୍ରଦାନ <box>1162 1617 1424 1631</box>
solution-cell: 6 <box>1403 2120 1421 2137</box>
solution-row <box>1315 2136 1473 2153</box>
india-map-icon <box>262 200 322 248</box>
sudoku-cell: 8 <box>1276 2033 1312 2072</box>
pani-title: ପାଣି ଛୁଅଁ ନାହିଁ କହର <box>69 937 269 967</box>
pani-author: -କାଞ୍ଚନମାଳା ଦଳାଇ <box>233 1838 327 1853</box>
sudoku-cell <box>1276 1955 1312 1994</box>
sudoku-cell <box>1312 1838 1348 1877</box>
solution-cell: 7 <box>1385 2235 1403 2252</box>
article1-col1: ଆଲୋଚନା ପାଇଁ ଆମେ ଏକ ଦୃଷ୍ଟା ପ୍ରସଙ୍ଗ ଉଠାଉଛୁ । ଆମ ଅନୁମାନ ଯେ ମିଳୁଥିବା ଔଷଧର ମୂଲ୍ୟ ନିର୍ଦ୍ଧାରଣରେ ଘୋର ଅନିୟମିତତା ରହିଛି । ଗ୍ରାହକ ସୁରକ୍ଷା ଆଇନ ଅନୁଯାୟୀ ଏମ୍.ଆର୍.ପି ଠାରୁ ଅଧିକ ଦର ନେବା ଅପରାଧ (Gilvec) ପ୍ରସଙ୍ଗରେ ବହୁଜାତିକ କମ୍ପାନୀର ଏକଚାଟିଆ ବ୍ୟବସାୟ ଉପରେ ପ୍ରଶ୍ନ ଉଠିଥିଲା । ଏହି ପ୍ରସଙ୍ଗରେ ଭାରତୀୟ କମ୍ପାନୀ ସିପ୍ଲା (CIPLA) ଶସ୍ତା ଦରରେ ଜେନେରିକ୍ ଔଷଧ ଯୋଗାଇବାକୁ ଆଗେଇ ଆସିଥିଲା । ଫଳରେ ଗରିବ ରୋଗୀମାନେ ଉପକୃତ ହୋଇଥିଲେ । ଔଷଧ କମ୍ପାନୀଗୁଡ଼ିକ ଡାକ୍ତରଙ୍କୁ ଉପହାର ଦେଇ ନିଜ ଔଷଧ ଲେଖାଇବା ପାଇଁ ପ୍ରଲୋଭିତ କରୁଛନ୍ତି । ଏହା ଏକ ଗମ୍ଭୀର ନୈତିକ ସମସ୍ୟା । ସରକାର ଏଥିପ୍ରତି ଦୃଷ୍ଟି ଦେବା ଆବଶ୍ୟକ । ଦେଶର ଅଧିକାଂଶ ଲୋକ ନିଜ ପକେଟରୁ ଚିକିତ୍ସା ଖର୍ଚ୍ଚ ବହନ କରନ୍ତି । ଔଷଧର ଅତ୍ୟଧିକ ଦାମ୍ ଯୋଗୁଁ ଅନେକ ପରିବାର ଦାରିଦ୍ର୍ୟ ସୀମା ତଳକୁ ଚାଲିଯାଉଛନ୍ତି । ଜାତୀୟ ଔଷଧ ମୂଲ୍ୟ ନିର୍ଦ୍ଧାରଣ କର୍ତ୍ତୃପକ୍ଷ ଏହି ଦିଗରେ କଡ଼ା ପଦକ୍ଷେପ ନେବା ଉଚିତ୍ । <box>346 187 598 511</box>
sudoku-cell <box>1312 1760 1348 1799</box>
solution-cell: 4 <box>1368 2235 1386 2252</box>
solution-cell: 5 <box>1385 2136 1403 2153</box>
solution-row <box>1315 2186 1473 2203</box>
sudoku-grid <box>1166 1720 1495 2073</box>
sudoku-cell <box>1276 1838 1312 1877</box>
sudoku-cell: 2 <box>1385 1721 1421 1760</box>
sudoku-cell <box>1385 1799 1421 1838</box>
sudoku-cell <box>1203 1877 1239 1916</box>
solution-cell: 2 <box>1438 2136 1456 2153</box>
sudoku-cell: 3 <box>1276 1721 1312 1760</box>
sudoku-cell <box>1240 1994 1276 2033</box>
solution-cell: 1 <box>1350 2103 1368 2120</box>
sudoku-cell: 6 <box>1421 1760 1457 1799</box>
sudoku-cell <box>1167 1916 1203 1955</box>
solution-cell: 1 <box>1455 2235 1473 2252</box>
bidyut-author: ଅର୍ଜୁନ ଗୋସ୍ୱାମୀ, ଆର୍. ଏନ୍.ଓ ଅଫିସ୍, ବଳଙ୍ଗୀରପୁର, ଭୁବନେଶ୍ୱର <box>1171 660 1488 674</box>
ei-bharatare-body: ସମଗ୍ର ଦେଶ ଧରି ଆଜି ଯେଉଁ ପରିସ୍ଥିତି ଉପୁଜିଛି ସେଥିରେ ଜନସାଧାରଣ ବହୁ ସମସ୍ୟାର ସମ୍ମୁଖୀନ ହେଉଛନ୍ତି । ବିଭିନ୍ନ ରାଜ୍ୟରେ ପ୍ରାକୃତିକ ଓ ମାନବକୃତ ସମସ୍ୟା ଦିନକୁ ଦିନ ବଢ଼ିଚାଲିଛି । ଲୋକଙ୍କ ଜୀବନ ଓ ଜୀବିକା ଉପରେ ଏହାର ପ୍ରଭାବ ପଡ଼ୁଛି । ସରକାରୀ ଯୋଜନା ସବୁ କାଗଜରେ ସୀମିତ ରହିଯାଉଛି ଓ ପ୍ରକୃତ ହିତାଧିକାରୀ ସୁବିଧା ପାଉନାହାନ୍ତି । ଗାଁ ଗହଳିରେ ଏବେ ବି ପାନୀୟ ଜଳ, ରାସ୍ତାଘାଟ ଓ ସ୍ୱାସ୍ଥ୍ୟସେବା ଅଭାବ ରହିଛି । ଶିକ୍ଷା ବ୍ୟବସ୍ଥାରେ ମଧ୍ୟ ଗୁଣାତ୍ମକ ମାନ ବଢ଼ିବା ଦରକାର । ଯୁବକମାନେ ନିଯୁକ୍ତି ପାଇଁ ଅନ୍ୟ ରାଜ୍ୟକୁ ଯିବାକୁ ବାଧ୍ୟ ହେଉଛନ୍ତି । ଏହି ପରିସ୍ଥିତିରେ ସମସ୍ତଙ୍କ ସହଯୋଗ ଆବଶ୍ୟକ । ଏହି ସମସ୍ୟାକୁ ନେଇ ବିଭିନ୍ନ ସଂଗଠନ ଆନ୍ଦୋଳନ କରିଆସୁଛନ୍ତି । କିନ୍ତୁ ସରକାର ଏ ଦିଗରେ ଗମ୍ଭୀର ନୁହନ୍ତି । ସମାଜର ପ୍ରତ୍ୟେକ ବର୍ଗର ଲୋକ ଯଦି ସଚେତନ ହେବେ ତେବେ ହିଁ ଏହାର ସମାଧାନ ସମ୍ଭବ । ଗଣତନ୍ତ୍ରରେ ନାଗରିକଙ୍କ ଭୂମିକା ସର୍ବାଧିକ ଗୁରୁତ୍ୱପୂର୍ଣ୍ଣ । ଆମେ ସମସ୍ତେ ମିଳିମିଶି ଏକ ଉନ୍ନତ ଭାରତ ଗଢ଼ିବାକୁ ସଂକଳ୍ପ ନେବା ଉଚିତ୍ । <box>6 263 332 489</box>
sudoku-cell <box>1312 1799 1348 1838</box>
solution-cell: 9 <box>1438 2235 1456 2252</box>
bhitiri-katha-label: ଭିତିରି କଥା <box>687 1447 847 1479</box>
sudoku-row <box>1167 1916 1494 1955</box>
contact-email-yahoo[interactable]: :miku11@yahoo.com (Use only for <box>1222 1441 1428 1455</box>
sudoku-row <box>1167 1994 1494 2033</box>
sudoku-logo <box>1160 1666 1290 1712</box>
sudoku-cell <box>1240 1877 1276 1916</box>
jilla-diary-block <box>6 826 332 934</box>
envelope-pen-icon <box>1165 11 1229 45</box>
solution-cell: 6 <box>1420 2103 1438 2120</box>
solution-cell: 2 <box>1420 2169 1438 2186</box>
solution-row <box>1315 2103 1473 2120</box>
sudoku-row <box>1167 2033 1494 2072</box>
solution-cell: 9 <box>1455 2136 1473 2153</box>
masthead <box>346 4 1146 84</box>
sudoku-cell <box>1349 1721 1385 1760</box>
sudoku-cell: 4 <box>1312 1721 1348 1760</box>
solution-cell: 3 <box>1403 2153 1421 2170</box>
contact-email-editor-note: (Use only for letters to Editor, news & news photos) <box>1184 1375 1466 1387</box>
dharitri-logo: ଧରିତ୍ରୀ <box>995 15 1089 50</box>
solution-cell: 9 <box>1385 2202 1403 2219</box>
solution-cell: 7 <box>1333 2186 1351 2203</box>
sudoku-cell <box>1421 1799 1457 1838</box>
secondary-author: ଶିକ୍ଷକ, ଭୁବନେଶ୍ୱର <box>1393 892 1488 906</box>
solution-cell: 9 <box>1368 2103 1386 2120</box>
sudoku-cell <box>1458 1994 1494 2033</box>
pachisha-item: • ପାକିସ୍ତାନରେ ଜିଆଉଲ୍ ସଂସ୍ଥା ନିର୍ବାଚନରେ ଜିଅ ବିଜୟୀ <box>1162 1601 1413 1615</box>
solution-cell: 7 <box>1420 2153 1438 2170</box>
sudoku-cell <box>1203 1994 1239 2033</box>
solution-cell: 4 <box>1403 2103 1421 2120</box>
